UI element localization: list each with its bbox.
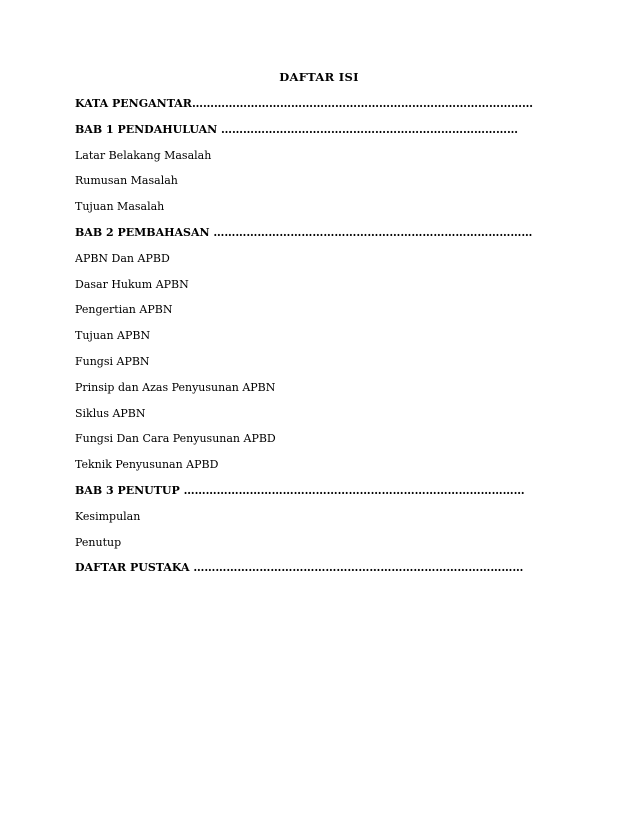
toc-entry-label: APBN Dan APBD — [75, 251, 170, 265]
toc-entry — [75, 148, 555, 174]
toc-entry-label: KATA PENGANTAR — [75, 97, 192, 110]
toc-entry-leader: ………………………………………………………………………………… — [191, 97, 533, 110]
toc-entry — [75, 96, 555, 122]
toc-entry — [75, 173, 555, 199]
toc-entry-label: Teknik Penyusunan APBD — [75, 458, 219, 472]
toc-entry — [75, 277, 555, 303]
toc-entry — [75, 560, 555, 586]
toc-entry-leader: ………………………………………………………………………………… — [183, 483, 525, 497]
toc-entry-leader: ……………………………………………………………………… — [221, 122, 519, 136]
toc-entry — [75, 328, 555, 354]
toc-entry — [75, 509, 555, 535]
toc-entry-label: Tujuan Masalah — [75, 200, 165, 214]
page-title: DAFTAR ISI — [279, 70, 359, 84]
toc-entry — [75, 225, 555, 251]
toc-entry-label: Tujuan APBN — [75, 329, 151, 343]
toc-entry — [75, 483, 555, 509]
toc-entry — [75, 251, 555, 277]
toc-entry — [75, 199, 555, 225]
toc-entry — [75, 431, 555, 457]
toc-entry-label: Siklus APBN — [75, 406, 146, 420]
toc-entry-label: Penutup — [75, 535, 122, 549]
toc-entry-label: Prinsip dan Azas Penyusunan APBN — [75, 380, 276, 394]
toc-entry-leader: ……………………………………………………………………………… — [193, 561, 524, 575]
toc-entry-leader: …………………………………………………………………………… — [213, 225, 533, 239]
toc-entry-label: BAB 3 PENUTUP — [75, 483, 184, 497]
toc-entry-label: Fungsi APBN — [75, 354, 150, 368]
toc-entry — [75, 302, 555, 328]
toc-entry-label: BAB 2 PEMBAHASAN — [75, 225, 214, 239]
toc-entry-label: Pengertian APBN — [75, 303, 173, 317]
toc-entry — [75, 535, 555, 561]
toc-entry-label: Rumusan Masalah — [75, 174, 178, 188]
toc-entry-label: Fungsi Dan Cara Penyusunan APBD — [75, 432, 276, 446]
toc-entry — [75, 354, 555, 380]
toc-entry — [75, 457, 555, 483]
table-of-contents — [75, 96, 555, 586]
toc-entry-label: Dasar Hukum APBN — [75, 277, 189, 291]
toc-entry-label: Kesimpulan — [75, 509, 141, 523]
toc-entry-label: DAFTAR PUSTAKA — [75, 561, 194, 575]
toc-entry — [75, 380, 555, 406]
toc-entry-label: BAB 1 PENDAHULUAN — [75, 122, 222, 136]
toc-entry — [75, 406, 555, 432]
toc-entry-label: Latar Belakang Masalah — [75, 148, 212, 162]
toc-entry — [75, 122, 555, 148]
